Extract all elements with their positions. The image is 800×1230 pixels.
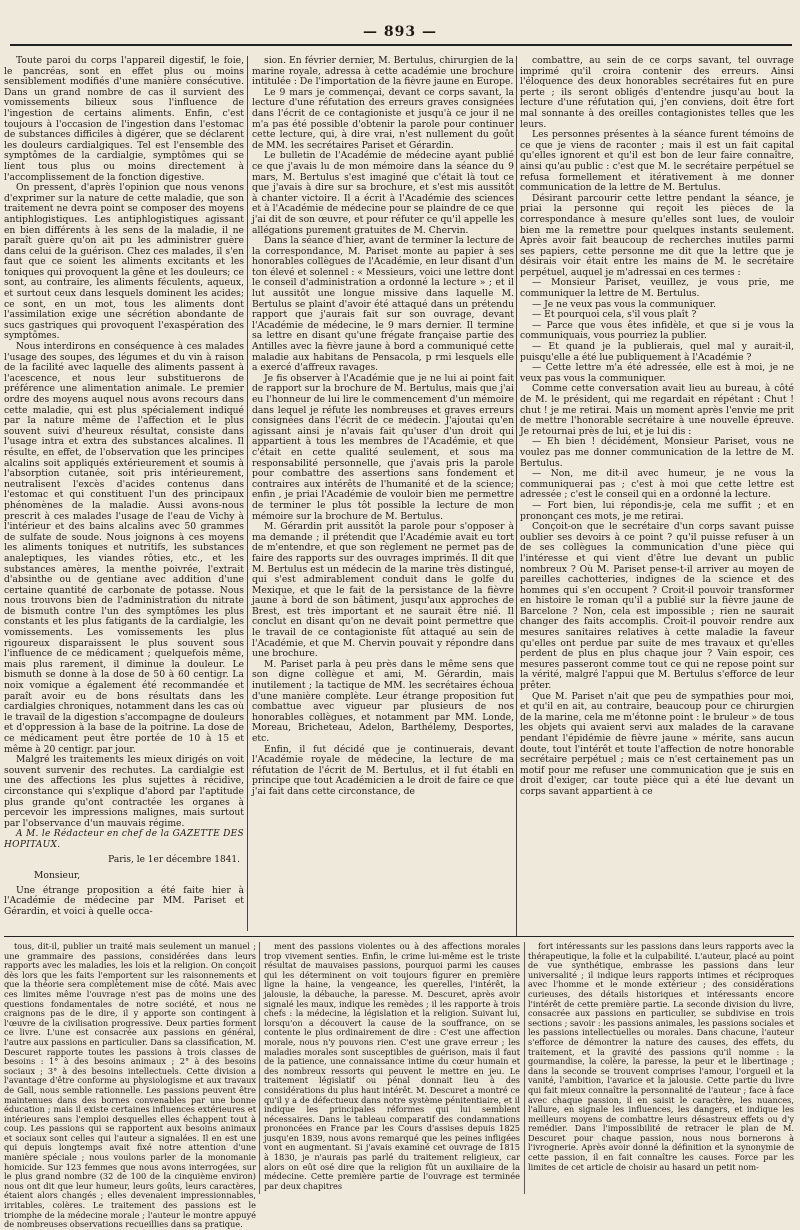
paragraph: fort intéressants sur les passions dans leurs rapports avec la thérapeutique, la folie et la culpabilité. L'auteur, placé au point de vue synthétique, embrasse les passions dans leur universalité ; il indique leurs rapports intimes et réciproques avec l'homme et le monde extérieur ; des considérations curieuses, des détails historiques et intéressants encore l'intérêt de cette première partie. La seconde division du livre, consacrée aux passions en particulier, se subdivise en trois sections ; savoir : les passions animales, les passions sociales et les passions intellectuelles ou morales. Dans chacune, l'auteur s'efforce de démontrer la nature des causes, des effets, du traitement, et la gravité des passions qu'il nomme : la gourmandise, la colère, la paresse, la peur et le libertinage ; dans la seconde se trouvent comprises l'amour, l'orgueil et la vanité, l'ambition, l'avarice et la jalousie. Cette partie du livre qui fait mieux connaître la personnalité de l'auteur ; face à face avec chaque passion, il en saisit le caractère, les nuances, l'allure, en signale les influences, les dangers, et indique les meilleurs moyens de combattre leurs désastreux effets ou d'y remédier. Dans l'impossibilité de retracer le plan de M. Descuret pour chaque passion, nous nous bornerons à l'ivrognerie. Après avoir donné la définition et la synonymie de cette passion, il en fait connaître les causes. Force par les limites de cet article de choisir au hasard un petit nom- [528,941,794,1172]
dialog-line: — Et pourquoi cela, s'il vous plaît ? [532,309,697,321]
paragraph: Enfin, il fut décidé que je continuerais, devant l'Académie royale de médecine, la lecture de ma réfutation de l'écrit de M. Bertulus, et il fut établi en principe que tout Académicien a le droit de faire ce que j'ai fait dans cette circonstance, de [252,743,514,797]
dialog-line: — Parce que vous êtes infidèle, et que si je vous la communiquais, vous pourriez la publier. [520,319,794,342]
salutation: Monsieur, [34,870,81,882]
paragraph: Dans la séance d'hier, avant de terminer la lecture de la correspondance, M. Pariset monte au papier à ses honorables collègues de l'Académie, en leur disant d'un ton élevé et solennel : « Messieurs, voici une lettre dont le conseil d'administration a ordonné la lecture » ; et il lut aussitôt une longue missive dans laquelle M. Bertulus se plaint d'avoir été attaqué dans un prétendu rapport que j'aurais fait sur son ouvrage, devant l'Académie de médecine, le 9 mars dernier. Il termine sa lettre en disant qu'une frégate française partie des Antilles avec la fièvre jaune à bord a communiqué cette maladie aux habitans de Pensacola, p rmi lesquels elle a exercé d'affreux ravages. [252,235,514,374]
paragraph: Conçoit-on que le secrétaire d'un corps savant puisse oublier ses devoirs à ce point ? qu'il puisse refuser à un de ses collègues la communication d'une pièce qui l'intéresse et qui vient d'être lue devant un public nombreux ? Où M. Pariset pense-t-il arriver au moyen de pareilles cachotteries, indignes de la science et des hommes qui s'en occupent ? Croit-il pouvoir transformer en histoire le roman qu'il a publié sur la fièvre jaune de Barcelone ? Non, cela est impossible ; rien ne saurait changer des faits accomplis. Croit-il pouvoir rendre aux mesures sanitaires relatives à cette maladie la faveur qu'elles ont perdue par suite de mes travaux et qu'elles perdent de plus en plus chaque jour ? Vain espoir, ces mesures passeront comme tout ce qui ne repose point sur la vérité, malgré l'appui que M. Bertulus s'efforce de leur prêter. [520,521,794,692]
dialog-line: — Cette lettre m'a été adressée, elle est à moi, je ne veux pas vous la communiquer. [520,362,794,384]
letter-heading: A M. le Rédacteur en chef de la GAZETTE DES HOPITAUX. [4,829,244,850]
dialog-line: — Fort bien, lui répondis-je, cela me suffit ; et en prononçant ces mots, je me retirai. [520,499,794,522]
paragraph: M. Gérardin prit aussitôt la parole pour s'opposer à ma demande ; il prétendit que l'Académie avait eu tort de m'entendre, et que son règlement ne permet pas de faire des rapports sur des ouvrages imprimés. Il dit que M. Bertulus est un médecin de la marine très distingué, qui s'est admirablement conduit dans le golfe du Mexique, et que le fait de la persistance de la fièvre jaune à bord de son bâtiment, jusqu'aux approches de Brest, est très important et ne saurait être nié. Il conclut en disant qu'on ne devait point permettre que le travail de ce contagioniste fût attaqué au sein de l'Académie, et que M. Chervin pouvait y répondre dans une brochure. [252,521,514,660]
paragraph: Une étrange proposition a été faite hier à l'Académie de médecine par MM. Pariset et Gérardin, et voici à quelle occa- [4,884,244,917]
paragraph: Le 9 mars je commençai, devant ce corps savant, la lecture d'une réfutation des erreurs graves consignées dans l'écrit de ce contagioniste et jusqu'à ce jour il ne m'a pas été possible d'obtenir la parole pour continuer cette lecture, qui, à dire vrai, n'est nullement du goût de MM. les secrétaires Pariset et Gérardin. [252,86,514,151]
column-1 [4,56,244,926]
dialog-line: — Monsieur Pariset, veuillez, je vous prie, me communiquer la lettre de M. Bertulus. [520,277,794,300]
bottom-column-2 [264,942,520,1194]
column-divider [259,942,260,1194]
bottom-column-3 [528,942,794,1194]
dialog-line: — Et quand je la publierais, quel mal y aurait-il, puisqu'elle a été lue publiquement à l'Académie ? [520,341,794,363]
dialog-line: — Je ne veux pas vous la communiquer. [532,298,717,310]
paragraph: Le bulletin de l'Académie de médecine ayant publié ce que j'avais lu de mon mémoire dans la séance du 9 mars, M. Bertulus s'est imaginé que c'était là tout ce que j'avais à dire sur sa brochure, et s'est mis aussitôt à chanter victoire. Il a écrit à l'Académie des sciences et à l'Académie de médecine pour se plaindre de ce que j'ai dit de son œuvre, et pour réfuter ce qu'il appelle les allégations purement gratuites de M. Chervin. [252,150,514,236]
dialog-line: — Non, me dit-il avec humeur, je ne vous la communiquerai pas ; c'est à moi que cette lettre est adressée ; c'est le conseil qui en a ordonné la lecture. [520,468,794,501]
paragraph: Désirant parcourir cette lettre pendant la séance, je priai la personne qui reçoit les pièces de la correspondance à mesure qu'elles sont lues, de vouloir bien me la remettre pour quelques instants seulement. Après avoir fait beaucoup de recherches inutiles parmi ses papiers, cette personne me dit que la lettre que je désirais voir était entre les mains de M. le secrétaire perpétuel, auquel je m'adressai en ces termes : [520,192,794,278]
paragraph: ment des passions violentes ou à des affections morales trop vivement senties. Enfin, le crime lui-même est le triste résultat de mauvaises passions, pourquoi parmi les causes qui les déterminent on voit toujours figurer en première ligne la haine, la vengeance, les querelles, l'intérêt, la jalousie, la débauche, la paresse. M. Descuret, après avoir signalé les maux, indique les remèdes ; il les rapporte à trois chefs : la médecine, la législation et la religion. Suivant lui, lorsqu'on a découvert la cause de la souffrance, on se contente le plus ordinairement de dire : C'est une affection morale, nous n'y pouvons rien. C'est une grave erreur ; les maladies morales sont susceptibles de guérison, mais il faut de la patience, une connaissance intime du cœur humain et des nombreux ressorts qui peuvent le mettre en jeu. Le traitement législatif ou pénal donnait lieu à des considérations du plus haut intérêt. M. Descuret a montré ce qu'il y a de défectueux dans notre système pénitentiaire, et il indique les principales réformes qui lui semblent nécessaires. Dans le tableau comparatif des condamnations prononcées en France par les Cours d'assises depuis 1825 jusqu'en 1839, nous avons remarqué que les peines infligées vont en augmentant. Si j'avais examiné cet ouvrage de 1815 à 1830, je n'aurais pas parlé du traitement religieux, car alors on eût osé dire que la religion fût un auxiliaire de la médecine. Cette première partie de l'ouvrage est terminée par deux chapitres [264,941,520,1191]
paragraph: Comme cette conversation avait lieu au bureau, à côté de M. le président, qui me regardait en répétant : Chut ! chut ! je me retirai. Mais un moment après l'envie me prit de mettre l'honorable secrétaire à une nouvelle épreuve. Je retournai près de lui, et je lui dis : [520,383,794,437]
paragraph: Malgré les traitements les mieux dirigés on voit souvent survenir des rechutes. La cardialgie est une des affections les plus sujettes à récidive, circonstance qui s'explique d'abord par l'aptitude plus grande qu'ont contractée les organes à percevoir les impressions malignes, mais surtout par l'observance d'un mauvais régime. [4,754,244,829]
paragraph: M. Pariset parla à peu près dans le même sens que son digne collègue et ami, M. Gérardin, mais inutilement ; la tactique de MM. les secrétaires échoua d'une manière complète. Leur étrange proposition fut combattue avec vigueur par plusieurs de nos honorables collègues, et notamment par MM. Londe, Moreau, Bricheteau, Adelon, Barthélemy, Desportes, etc. [252,658,514,744]
paragraph: tous, dit-il, publier un traité mais seulement un manuel ; une grammaire des passions, considérées dans leurs rapports avec les maladies, les lois et la religion. On conçoit dès lors que les faits l'emportent sur les raisonnements et que la théorie sera complètement mise de côté. Mais avec ces limites même l'ouvrage n'est pas de moins une des questions fondamentales de notre société, et nous ne craignons pas de le dire, il y apporte son contingent à l'œuvre de la civilisation progressive. Deux parties forment ce livre. L'une est consacrée aux passions en général, l'autre aux passions en particulier. Dans sa classification, M. Descuret rapporte toutes les passions à trois classes de besoins : 1° à des besoins animaux ; 2° à des besoins sociaux ; 3° à des besoins intellectuels. Cette division a l'avantage d'être conforme au physiologisme et aux travaux de Gall, nous semble rationnelle. Les passions peuvent être maintenues dans des bornes convenables par une bonne éducation ; mais il existe certaines influences extérieures et intérieures sans l'emploi desquelles elles échappent tout à coup. Les passions qui se rapportent aux besoins animaux et sociaux sont celles qui l'auteur a signalées. Il en est une qui depuis longtemps avait fixé notre attention d'une manière spéciale ; nous voulons parler de la monomanie homicide. Sur 123 femmes que nous avons interrogées, sur le plus grand nombre (32 de 100 de la cinquième environ) nous ont dit que leur humeur, leurs goûts, leurs caractères, étaient alors changés ; elles devenaient impressionnables, irritables, colères. Le traitement des passions est le triomphe de la médecine morale ; l'auteur le montre appuyé de nombreuses observations recueillies dans sa pratique. [4,941,256,1230]
paragraph: combattre, au sein de ce corps savant, tel ouvrage imprimé qu'il croira contenir des erreurs. Ainsi l'éloquence des deux honorables secrétaires fut en pure perte ; ils seront obligés d'entendre jusqu'au bout la lecture d'une réfutation qui, j'en conviens, doit être fort mal sonnante à des oreilles contagionistes telles que les leurs. [520,55,794,130]
paragraph: Les personnes présentes à la séance furent témoins de ce que je viens de raconter ; mais il est un fait capital qu'elles ignorent et qu'il est bon de leur faire connaître, ainsi qu'au public : c'est que M. le secrétaire perpétuel se refusa formellement et itérativement à me donner communication de la lettre de M. Bertulus. [520,129,794,194]
paragraph: Toute paroi du corps l'appareil digestif, le foie, le pancréas, sont en effet plus ou moins sensiblement modifiés d'une manière consécutive. Dans un grand nombre de cas il survient des vomissements bilieux sous l'influence de l'ingestion de certains aliments. Enfin, c'est toujours à l'occasion de l'ingestion dans l'estomac de substances difficiles à digérer, que se déclarent les douleurs cardialgiques. Tel est l'ensemble des symptômes de la cardialgie, symptômes qui se lient tous plus ou moins directement à l'accomplissement de la fonction digestive. [4,55,244,183]
paragraph: Je fis observer à l'Académie que je ne lui ai point fait de rapport sur la brochure de M. Bertulus, mais que j'ai eu l'honneur de lui lire le commencement d'un mémoire dans lequel je réfute les nombreuses et graves erreurs consignées dans l'écrit de ce médecin. J'ajoutai qu'en agissant ainsi je n'avais fait qu'user d'un droit qui appartient à tous les membres de l'Académie, et que c'était en cette qualité seulement, et sous ma responsabilité personnelle, que j'avais pris la parole pour combattre des assertions sans fondement et contraires aux intérêts de l'humanité et de la science; enfin , je priai l'Académie de vouloir bien me permettre de terminer le plus tôt possible la lecture de mon mémoire sur la brochure de M. Bertulus. [252,372,514,522]
bottom-column-1 [4,941,256,1230]
section-rule [4,936,794,937]
dialog-line: — Eh bien ! décidément, Monsieur Pariset, vous ne voulez pas me donner communication de la lettre de M. Bertulus. [520,436,794,469]
column-3 [520,56,794,936]
paragraph: sion. En février dernier, M. Bertulus, chirurgien de la marine royale, adressa à cette académie une brochure intitulée : De l'importation de la fièvre jaune en Europe. [252,55,514,88]
column-divider [247,56,248,931]
header-rule [10,44,792,46]
column-divider [516,56,517,936]
dateline: Paris, le 1er décembre 1841. [108,854,240,865]
column-divider [524,942,525,1194]
paragraph: Que M. Pariset n'ait que peu de sympathies pour moi, et qu'il en ait, au contraire, beaucoup pour ce chirurgien de la marine, cela me m'étonne point : le bruleur » de tous les objets qui avaient servi aux malades de la caravane pendant l'épidémie de fièvre jaune » mérite, sans aucun doute, tout l'intérêt et toute l'affection de notre honorable secrétaire perpétuel ; mais ce n'est certainement pas un motif pour me refuser une communication que je suis en droit d'exiger, car toute pièce qui a été lue devant un corps savant appartient à ce [520,690,794,797]
column-2 [252,56,514,931]
paragraph: On pressent, d'après l'opinion que nous venons d'exprimer sur la nature de cette maladie, que son traitement ne devra point se composer des moyens antiphlogistiques. Les antiphlogistiques agissant en bien différents à les sens de la maladie, il ne paraît guère qu'on ait pu les administrer guère dans celui de la guérison. Chez ces malades, il s'en faut que ce soient les aliments excitants et les toniques qui provoquent la gêne et les douleurs; ce sont, au contraire, les aliments féculents, aqueux, et surtout ceux dans lesquels dominent les acides; ce sont, en un mot, tous les aliments dont l'assimilation exige une sécrétion abondante de sucs gastriques qui provoquent l'exaspération des symptômes. [4,182,244,342]
page-number: — 893 — [363,24,437,40]
paragraph: Nous interdirons en conséquence à ces malades l'usage des soupes, des légumes et du vin à raison de la facilité avec laquelle des aliments passent à l'acescence, et nous leur substituerons de préférence une alimentation animale. Le premier ordre des moyens auquel nous avons recours dans cette maladie, qui est plus spécialement indiqué par la nature même de l'affection et le plus souvent suivi d'heureux résultat, consiste dans l'usage intra et extra des substances alcalines. Il résulte, en effet, de l'observation que les principes alcalins soit appliqués extérieurement et soumis à l'absorption cutanée, soit pris intérieurement, neutralisent l'excès d'acides contenus dans l'estomac et qui constituent l'un des principaux phénomènes de la maladie. Aussi avons-nous prescrit à ces malades l'usage de l'eau de Vichy à l'intérieur et des bains alcalins avec 50 grammes de sulfate de soude. Nous joignons à ces moyens les aliments toniques et nutritifs, les substances analeptiques, les viandes rôties, etc., et les substances amères, la menthe poivrée, l'extrait d'absinthe ou de gentiane avec addition d'une certaine quantité de carbonate de potasse. Nous nous trouvons bien de l'administration du nitrate de bismuth contre l'un des symptômes les plus constants et les plus fatigants de la cardialgie, les vomissements. Les vomissements les plus rigoureux disparaissent le plus souvent sous l'influence de ce médicament ; quelquefois même, mais plus rarement, il diminue la douleur. Le bismuth se donne à la dose de 50 à 60 centigr. La noix vomique a également été recommandée et paraît avoir eu de bons résultats dans les cardialgies chroniques, notamment dans les cas où le travail de la digestion s'accompagne de douleurs et d'oppression à la base de la poitrine. La dose de ce médicament peut être portée de 10 à 15 et même à 20 centigr. par jour. [4,341,244,755]
